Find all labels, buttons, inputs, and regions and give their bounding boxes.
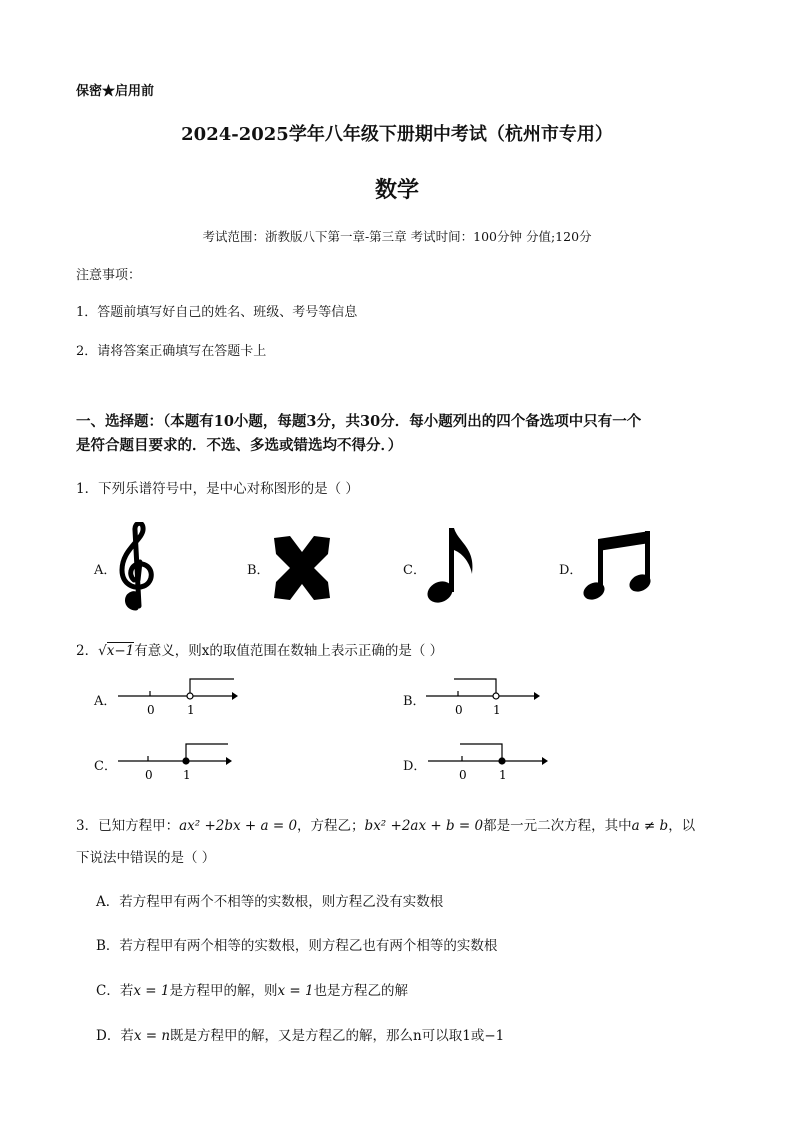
q3-option-d [96, 1024, 504, 1044]
equation-b: bx² +2ax + b = 0 [364, 818, 484, 834]
equation-a: ax² +2bx + a = 0 [179, 818, 298, 834]
q1-option-a-label: A． [94, 563, 117, 578]
condition: a ≠ b [631, 818, 669, 834]
tick-label-1: 1 [493, 703, 501, 717]
q2-option-d-label: D． [403, 759, 427, 774]
radicand: x−1 [106, 643, 135, 659]
tick-label-0: 0 [459, 768, 467, 782]
q3-text: ，以 [668, 818, 696, 834]
question-2-rest: 有意义，则x的取值范围在数轴上表示正确的是（ ） [134, 643, 444, 659]
q3-text: ，方程乙； [297, 818, 365, 834]
question-2-number: 2． [76, 643, 99, 659]
number-line-c [112, 740, 242, 785]
number-line-d [422, 740, 557, 785]
tick-label-0: 0 [145, 768, 153, 782]
q2-option-a-label: A． [94, 694, 117, 709]
section-heading-line2: 是符合题目要求的．不选、多选或错选均不得分．） [76, 437, 403, 454]
q3-text: 既是方程甲的解，又是方程乙的解，那么n可以取1或−1 [170, 1028, 505, 1044]
note-item: 2．请将答案正确填写在答题卡上 [76, 344, 267, 359]
q3-text: D．若 [96, 1028, 134, 1044]
treble-clef-icon [112, 522, 162, 612]
q2-option-b-label: B． [403, 694, 426, 709]
question-3-stem-line2: 下说法中错误的是（ ） [76, 850, 216, 866]
tick-label-0: 0 [147, 703, 155, 717]
q3-option-b: B．若方程甲有两个相等的实数根，则方程乙也有两个相等的实数根 [96, 938, 498, 954]
double-sharp-icon [270, 534, 334, 602]
math-expr: x = n [133, 1028, 171, 1044]
math-expr: x = 1 [277, 983, 314, 999]
tick-label-0: 0 [455, 703, 463, 717]
question-3-stem-line1 [76, 814, 695, 834]
sqrt-sign: √ [98, 643, 107, 659]
q1-option-d-label: D． [559, 563, 583, 578]
tick-label-1: 1 [183, 768, 191, 782]
confidential-mark: 保密★启用前 [76, 84, 155, 99]
question-2-stem [76, 639, 443, 659]
q3-text: C．若 [96, 983, 134, 999]
tick-label-1: 1 [499, 768, 507, 782]
section-heading [76, 410, 736, 458]
q3-text: 都是一元二次方程，其中 [483, 818, 632, 834]
question-1-stem: 1．下列乐谱符号中，是中心对称图形的是（ ） [76, 481, 359, 497]
notes-label: 注意事项： [76, 268, 142, 283]
exam-meta: 考试范围：浙教版八下第一章-第三章 考试时间：100分钟 分值;120分 [202, 229, 592, 244]
q3-option-c [96, 979, 408, 999]
subject-title: 数学 [374, 177, 419, 203]
note-item: 1．答题前填写好自己的姓名、班级、考号等信息 [76, 305, 358, 320]
q1-option-c-label: C． [403, 563, 426, 578]
q1-option-b-label: B． [247, 563, 270, 578]
math-expr: x = 1 [133, 983, 170, 999]
q3-text: 是方程甲的解，则 [169, 983, 278, 999]
beamed-eighth-notes-icon [582, 529, 654, 603]
section-heading-line1: 一、选择题：（本题有10小题，每题3分，共30分．每小题列出的四个备选项中只有一个 [76, 413, 642, 430]
q2-option-c-label: C． [94, 759, 117, 774]
exam-title: 2024-2025学年八年级下册期中考试（杭州市专用） [181, 124, 613, 145]
tick-label-1: 1 [187, 703, 195, 717]
q3-option-a: A．若方程甲有两个不相等的实数根，则方程乙没有实数根 [96, 894, 444, 910]
number-line-b [420, 675, 550, 720]
q3-text: 也是方程乙的解 [313, 983, 409, 999]
q3-text: 3．已知方程甲： [76, 818, 180, 834]
number-line-a [112, 675, 242, 720]
eighth-note-icon [424, 524, 480, 606]
